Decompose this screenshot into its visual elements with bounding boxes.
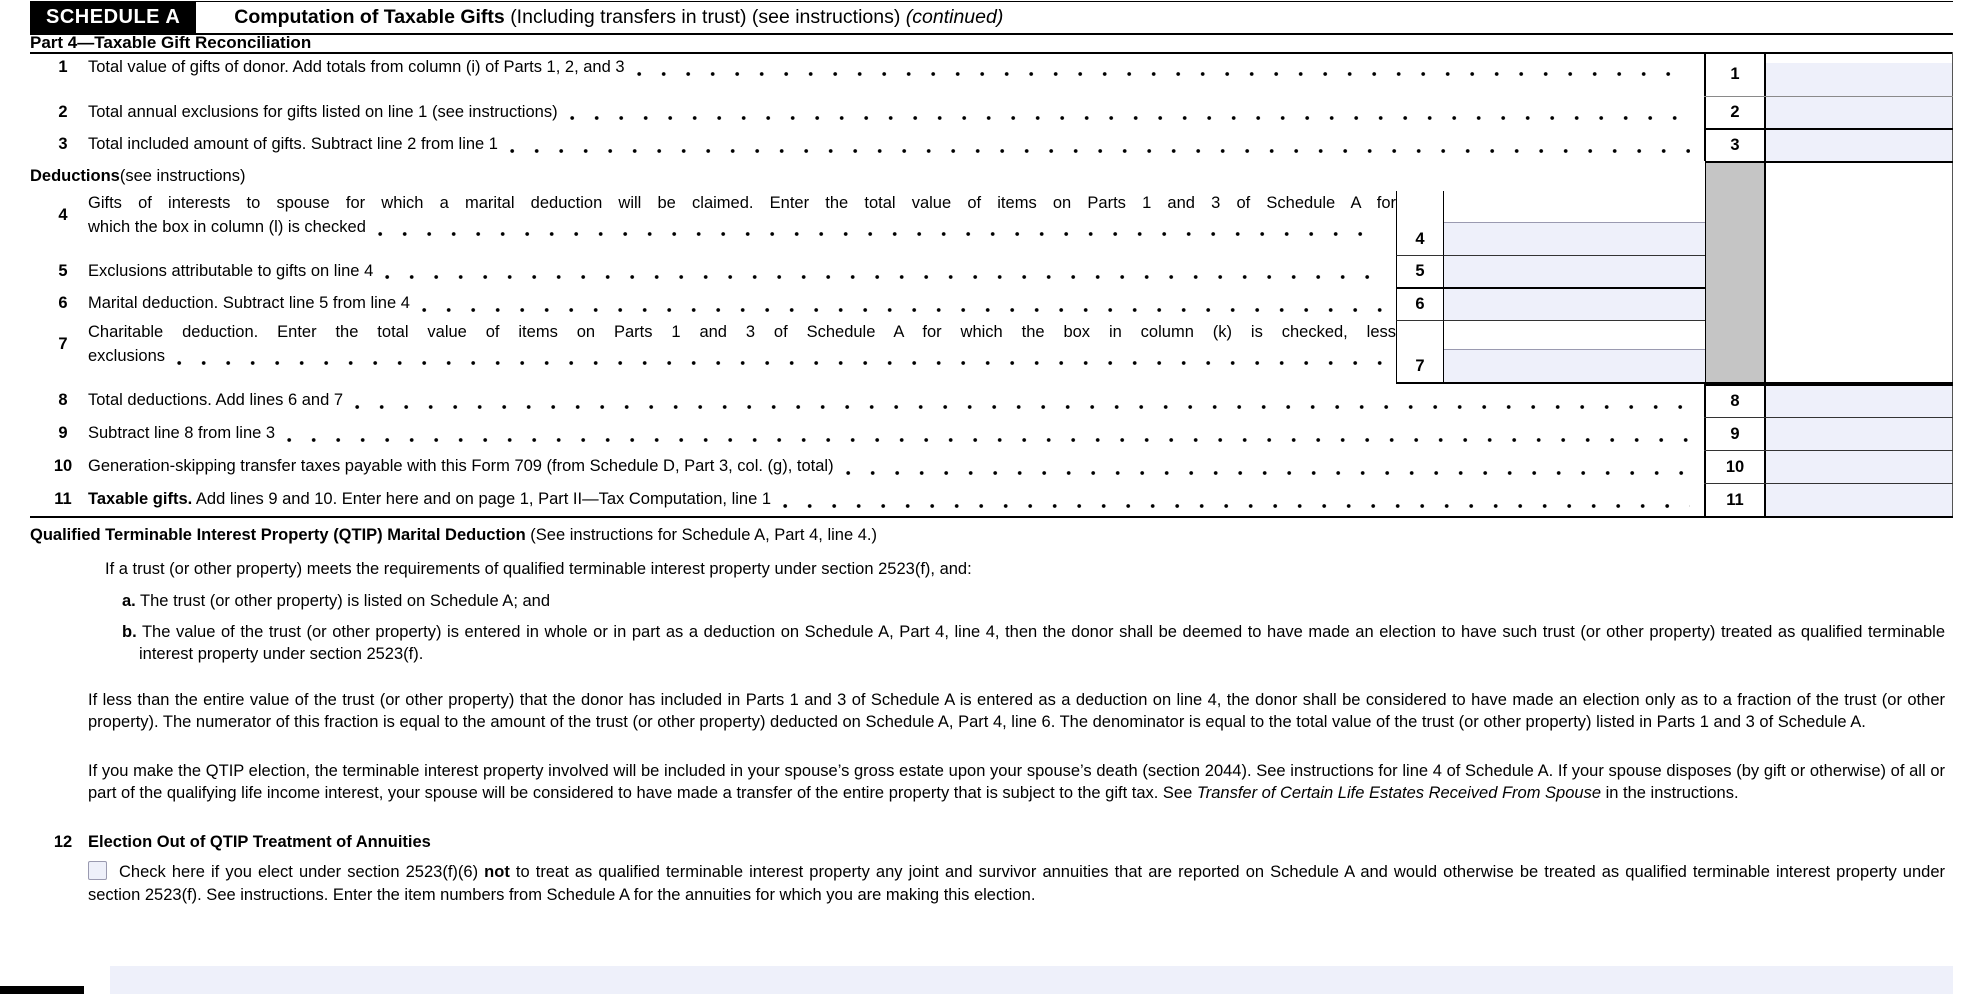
line9-label: Subtract line 8 from line 3	[88, 424, 276, 442]
line5-amount-input[interactable]	[1444, 256, 1705, 287]
line4-amount-cell	[1444, 191, 1705, 255]
line7-label-line2: exclusions	[88, 347, 166, 365]
qtip-item-b-text: The value of the trust (or other property) is entered in whole or in part as a deduction on Schedule A, Part 4, line 4, then the donor shall be deemed to have made an election to have such trust (or other property) treated as qualified terminable interest property under section 2523(f).	[136, 622, 1945, 663]
line6-box-number: 6	[1396, 287, 1444, 320]
line8-box-number: 8	[1704, 386, 1766, 417]
deductions-header-rest: (see instructions)	[119, 167, 246, 185]
line3-amount-input[interactable]	[1766, 130, 1952, 161]
shaded-cell	[1705, 320, 1766, 382]
qtip-annuity-checkbox[interactable]	[88, 861, 107, 880]
line2-label: Total annual exclusions for gifts listed on line 1 (see instructions)	[88, 102, 558, 121]
line5-amount-cell	[1444, 255, 1705, 287]
line6-amount-cell	[1444, 287, 1705, 320]
annuity-item-numbers-input[interactable]	[110, 966, 1953, 994]
line10-box-number: 10	[1704, 451, 1766, 483]
qtip-election-paragraph	[30, 760, 1945, 805]
qtip-election-italic: Transfer of Certain Life Estates Received From Spouse	[1196, 784, 1601, 802]
line1-box-number: 1	[1704, 52, 1766, 96]
schedule-title-bold: Computation of Taxable Gifts	[234, 6, 505, 28]
line7-row	[30, 320, 1953, 384]
line10-amount-field	[1766, 451, 1952, 483]
line12-title: Election Out of QTIP Treatment of Annuities	[88, 832, 431, 851]
line5-box-number: 5	[1396, 255, 1444, 287]
qtip-item-b	[30, 621, 1945, 666]
dotted-leader	[385, 275, 1382, 279]
dotted-leader	[355, 405, 1690, 409]
line10-amount-cell	[1766, 451, 1953, 483]
line11-number: 11	[54, 490, 72, 508]
schedule-title-rest: (Including transfers in trust) (see instructions)	[510, 6, 901, 28]
qtip-item-a	[30, 590, 1945, 613]
qtip-item-b-label: b.	[122, 622, 137, 641]
dotted-leader	[846, 471, 1690, 475]
line7-label-line1: Charitable deduction. Enter the total value of items on Parts 1 and 3 of Schedule A for which the box in column (k) is checked, less	[88, 323, 1396, 341]
line3-label: Total included amount of gifts. Subtract line 2 from line 1	[88, 135, 498, 153]
line12-number: 12	[53, 832, 73, 851]
line11-label-rest: Add lines 9 and 10. Enter here and on page 1, Part II—Tax Computation, line 1	[192, 490, 772, 508]
line1-label: Total value of gifts of donor. Add totals from column (i) of Parts 1, 2, and 3	[88, 58, 625, 76]
line4-number: 4	[58, 206, 68, 224]
schedule-title	[234, 6, 1003, 29]
line4-row	[30, 191, 1953, 255]
line4-label-line2: which the box in column (l) is checked	[88, 218, 366, 236]
blank-cell	[1766, 255, 1953, 287]
line6-amount-field	[1444, 289, 1705, 320]
dotted-leader	[783, 504, 1690, 508]
line1-amount-input[interactable]	[1766, 63, 1952, 96]
line7-amount-cell	[1444, 320, 1705, 382]
line7-amount-input[interactable]	[1444, 350, 1705, 382]
line8-number: 8	[58, 391, 68, 409]
schedule-header	[30, 1, 1953, 35]
line8-amount-field	[1766, 386, 1952, 417]
shaded-cell	[1705, 287, 1766, 320]
dotted-leader	[177, 361, 1382, 365]
dotted-leader	[287, 438, 1690, 442]
dotted-leader	[570, 116, 1690, 120]
schedule-title-continued: (continued)	[905, 6, 1004, 28]
qtip-header-rest: (See instructions for Schedule A, Part 4, line 4.)	[525, 526, 877, 544]
line4-amount-field	[1444, 222, 1705, 255]
line5-amount-field	[1444, 256, 1705, 287]
line1-number: 1	[58, 58, 68, 76]
line11-amount-field	[1766, 484, 1952, 516]
line11-row	[30, 483, 1953, 516]
line3-number: 3	[58, 135, 68, 153]
line9-amount-input[interactable]	[1766, 418, 1952, 450]
line11-amount-cell	[1766, 484, 1953, 516]
line8-amount-input[interactable]	[1766, 386, 1952, 417]
line9-amount-field	[1766, 418, 1952, 450]
line2-number: 2	[58, 102, 68, 121]
dotted-leader	[510, 149, 1690, 153]
line2-amount-cell	[1766, 97, 1953, 128]
annuity-election-text-bold: not	[484, 863, 510, 881]
annuity-item-numbers-field	[110, 966, 1953, 994]
shaded-cell	[1705, 191, 1766, 255]
line10-amount-input[interactable]	[1766, 451, 1952, 483]
line5-row	[30, 255, 1953, 287]
qtip-item-a-label: a.	[122, 592, 136, 610]
line10-label: Generation-skipping transfer taxes payable with this Form 709 (from Schedule D, Part 3, col. (g), total)	[88, 457, 834, 475]
qtip-header	[30, 524, 1945, 547]
line2-amount-field	[1766, 97, 1952, 128]
line12-row	[30, 831, 1945, 854]
schedule-label: SCHEDULE A	[30, 2, 196, 34]
line7-number: 7	[58, 335, 68, 353]
line11-box-number: 11	[1704, 484, 1766, 516]
line8-amount-cell	[1766, 386, 1953, 417]
shaded-cell	[1705, 255, 1766, 287]
dotted-leader	[378, 232, 1382, 236]
line11-label-bold: Taxable gifts.	[88, 490, 193, 508]
dotted-leader	[637, 72, 1690, 76]
deductions-header-row	[30, 161, 1953, 191]
deductions-header-bold: Deductions	[30, 167, 120, 185]
blank-cell	[1766, 287, 1953, 320]
annuity-election-text-1: Check here if you elect under section 2523(f)(6)	[119, 863, 485, 881]
line3-box-number: 3	[1704, 130, 1766, 161]
line4-amount-input[interactable]	[1444, 223, 1705, 255]
line6-row	[30, 287, 1953, 320]
line11-amount-input[interactable]	[1766, 484, 1952, 516]
line1-row	[30, 52, 1953, 96]
line7-box-number: 7	[1396, 320, 1444, 382]
line2-amount-input[interactable]	[1766, 97, 1952, 128]
qtip-header-bold: Qualified Terminable Interest Property (QTIP) Marital Deduction	[30, 526, 526, 544]
line4-box-number: 4	[1396, 191, 1444, 255]
qtip-annuity-election-paragraph	[30, 861, 1945, 906]
blank-cell	[1766, 163, 1953, 191]
line1-amount-cell	[1766, 52, 1953, 96]
qtip-item-a-text: The trust (or other property) is listed on Schedule A; and	[135, 592, 551, 610]
blank-cell	[1766, 191, 1953, 255]
qtip-election-text-1: If you make the QTIP election, the terminable interest property involved will be included in your spouse’s gross estate upon your spouse’s death (section 2044). See instructions for line 4 of Schedule A. If your spouse disposes (by gift or otherwise) of all or part of the qualifying life income interest, your spouse will be considered to have made a transfer of the entire property that is subject to the gift tax. See	[88, 761, 1945, 802]
line3-amount-field	[1766, 130, 1952, 161]
line10-number: 10	[53, 457, 73, 475]
line6-label: Marital deduction. Subtract line 5 from line 4	[88, 294, 410, 312]
blank-cell	[1766, 320, 1953, 382]
annuity-election-text-2: to treat as qualified terminable interest property any joint and survivor annuities that are reported on Schedule A and would otherwise be treated as qualified terminable interest property under section 2523(f). See instructions. Enter the item numbers from Schedule A for the annuities for which you are making this election.	[88, 863, 1945, 904]
line9-amount-cell	[1766, 418, 1953, 450]
line9-box-number: 9	[1704, 418, 1766, 450]
line2-box-number: 2	[1704, 97, 1766, 128]
line10-row	[30, 450, 1953, 483]
line1-amount-field	[1766, 63, 1952, 96]
next-section-edge-bar	[0, 986, 84, 994]
line4-label-line1: Gifts of interests to spouse for which a marital deduction will be claimed. Enter the total value of items on Parts 1 and 3 of Schedule A for	[88, 194, 1396, 212]
qtip-election-text-2: in the instructions.	[1601, 784, 1739, 802]
line2-row	[30, 96, 1953, 128]
line3-amount-cell	[1766, 130, 1953, 161]
line9-number: 9	[58, 424, 68, 442]
line6-amount-input[interactable]	[1444, 289, 1705, 320]
qtip-intro: If a trust (or other property) meets the requirements of qualified terminable interest property under section 2523(f), and:	[105, 559, 972, 578]
line11-label	[88, 490, 771, 509]
line3-row	[30, 128, 1953, 161]
line6-number: 6	[58, 294, 68, 312]
part4-title: Part 4—Taxable Gift Reconciliation	[30, 34, 1953, 54]
shaded-cell	[1705, 163, 1766, 191]
line8-label: Total deductions. Add lines 6 and 7	[88, 391, 344, 409]
qtip-fraction-paragraph: If less than the entire value of the trust (or other property) that the donor has included in Parts 1 and 3 of Schedule A is entered as a deduction on line 4, the donor shall be considered to have made an election only as to a fraction of the trust (or other property). The numerator of this fraction is equal to the amount of the trust (or other property) deducted on Schedule A, Part 4, line 6. The denominator is equal to the total value of the trust (or other property) listed in Parts 1 and 3 of Schedule A.	[88, 690, 1945, 731]
part4-table	[30, 52, 1953, 518]
line5-number: 5	[58, 261, 68, 280]
line8-row	[30, 384, 1953, 417]
dotted-leader	[422, 308, 1382, 312]
qtip-section	[30, 519, 1945, 906]
line7-amount-field	[1444, 349, 1705, 382]
line5-label: Exclusions attributable to gifts on line 4	[88, 261, 374, 280]
line9-row	[30, 417, 1953, 450]
